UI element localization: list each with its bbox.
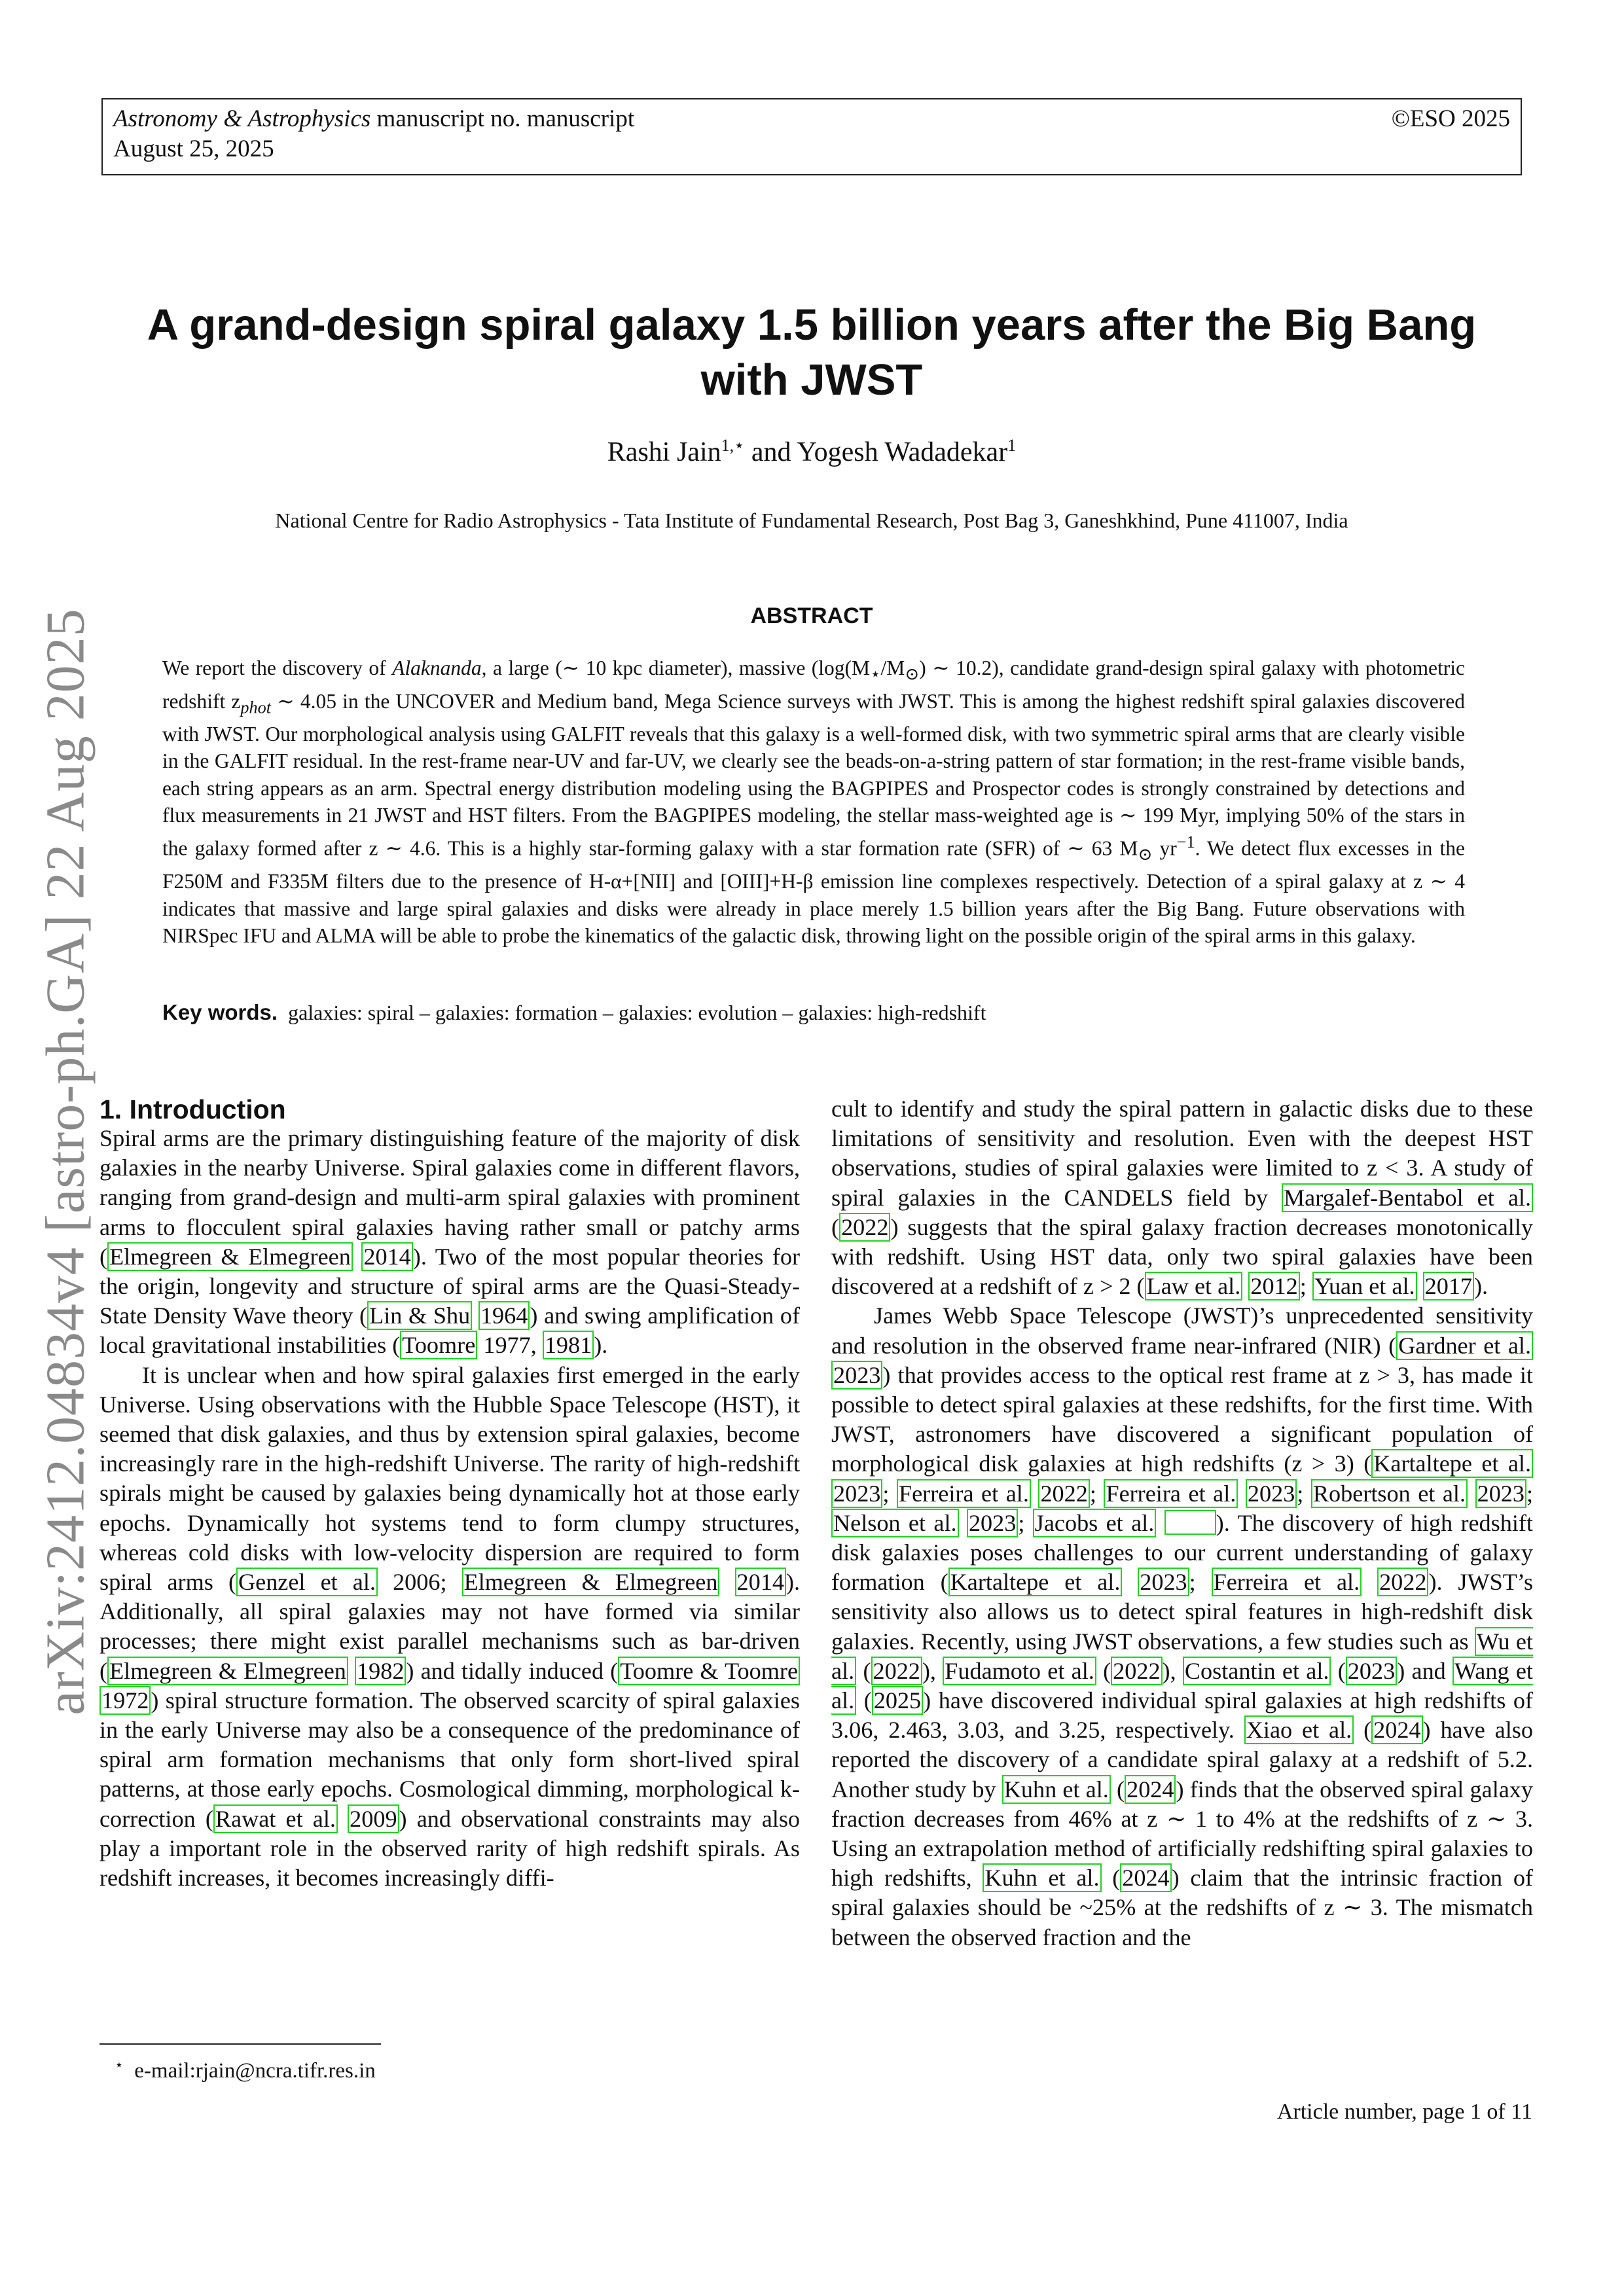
citation-link[interactable]: 2022	[1038, 1479, 1089, 1508]
citation-link[interactable]: Nelson et al.	[831, 1509, 959, 1537]
affiliation: National Centre for Radio Astrophysics - Tata Institute of Fundamental Research, Post Bag 3, Ganeshkhind, Pune 411007, India	[275, 509, 1348, 532]
citation-link[interactable]: 2022	[839, 1213, 890, 1242]
citation-link[interactable]: 1964	[478, 1301, 530, 1330]
citation-link[interactable]: Kartaltepe et al.	[1371, 1449, 1533, 1478]
keywords-label: Key words.	[162, 1000, 278, 1024]
citation-link-empty[interactable]	[1164, 1510, 1216, 1535]
citation-link[interactable]: 2022	[1377, 1568, 1428, 1596]
citation-link[interactable]: Ferreira et al.	[897, 1479, 1031, 1508]
citation-link[interactable]: Lin & Shu	[367, 1301, 472, 1330]
citation-link[interactable]: Wang et al.	[831, 1657, 1533, 1714]
citation-link[interactable]: Jacobs et al.	[1033, 1509, 1157, 1537]
citation-link[interactable]: Ferreira et al.	[1104, 1479, 1238, 1508]
citation-link[interactable]: Toomre & Toomre	[618, 1657, 800, 1685]
citation-link[interactable]: 1982	[355, 1657, 406, 1685]
citation-link[interactable]: Xiao et al.	[1244, 1715, 1354, 1744]
author-name: Yogesh Wadadekar	[797, 437, 1008, 467]
page-number: Article number, page 1 of 11	[1276, 2100, 1532, 2124]
footnote-divider	[99, 2043, 381, 2045]
journal-line	[113, 105, 634, 134]
citation-link[interactable]: 2009	[348, 1804, 399, 1833]
citation-link[interactable]: Kartaltepe et al.	[948, 1568, 1123, 1596]
citation-link[interactable]: Toomre	[400, 1331, 477, 1359]
citation-link[interactable]: Fudamoto et al.	[943, 1657, 1096, 1685]
footnote-email[interactable]: e-mail:rjain@ncra.tifr.res.in	[134, 2059, 376, 2083]
citation-link[interactable]: Genzel et al.	[236, 1568, 378, 1596]
paragraph: It is unclear when and how spiral galaxies first emerged in the early Universe. Using observations with the Hubble Space Telescope (HST), it seemed that disk galaxies, and thus by extension spiral galaxies, become increasingly rare in the high-redshift Universe. The rarity of high-redshift spirals might be caused by galaxies being dynamically hot at those early epochs. Dynamically hot systems tend to form clumpy structures, whereas cold disks with low-velocity dispersion are required to form spiral arms (Genzel et al. 2006; Elmegreen & Elmegreen 2014). Additionally, all spiral galaxies may not have formed via similar processes; there might exist parallel mechanisms such as bar-driven (Elmegreen & Elmegreen 1982) and tidally induced (Toomre & Toomre 1972) spiral structure formation. The observed scarcity of spiral galaxies in the early Universe may also be a consequence of the predominance of spiral arm formation mechanisms that only form short-lived spiral patterns, at those early epochs. Cosmological dimming, morphological k-correction (Rawat et al. 2009) and observational constraints may also play a important role in the observed rarity of high redshift spirals. As redshift increases, it becomes increasingly diffi-	[99, 1361, 801, 1892]
paragraph: James Webb Space Telescope (JWST)’s unprecedented sensitivity and resolution in the observed frame near-infrared (NIR) (Gardner et al. 2023) that provides access to the optical rest frame at z > 3, has made it possible to detect spiral galaxies at these redshifts, for the first time. With JWST, astronomers have discovered a significant population of morphological disk galaxies at high redshifts (z > 3) (Kartaltepe et al. 2023; Ferreira et al. 2022; Ferreira et al. 2023; Robertson et al. 2023; Nelson et al. 2023; Jacobs et al. ). The discovery of high redshift disk galaxies poses challenges to our current understanding of galaxy formation (Kartaltepe et al. 2023; Ferreira et al. 2022). JWST’s sensitivity also allows us to detect spiral features in high-redshift disk galaxies. Recently, using JWST observations, a few studies such as Wu et al. (2022), Fudamoto et al. (2022), Costantin et al. (2023) and Wang et al. (2025) have discovered individual spiral galaxies at high redshifts of 3.06, 2.463, 3.03, and 3.25, respectively. Xiao et al. (2024) have also reported the discovery of a candidate spiral galaxy at a redshift of 5.2. Another study by Kuhn et al. (2024) finds that the observed spiral galaxy fraction decreases from 46% at z ∼ 1 to 4% at the redshifts of z ∼ 3. Using an extrapolation method of artificially redshifting spiral galaxies to high redshifts, Kuhn et al. (2024) claim that the intrinsic fraction of spiral galaxies should be ~25% at the redshifts of z ∼ 3. The mismatch between the observed fraction and the	[831, 1302, 1534, 1950]
citation-link[interactable]: 2023	[1346, 1657, 1397, 1685]
citation-link[interactable]: Ferreira et al.	[1212, 1568, 1362, 1596]
author-name: Rashi Jain	[607, 437, 721, 467]
citation-link[interactable]: 2023	[1475, 1479, 1526, 1508]
footnote	[115, 2052, 376, 2084]
footnote-mark: ⋆	[115, 2056, 124, 2073]
author-list	[98, 429, 1525, 469]
citation-link[interactable]: 2023	[1138, 1568, 1189, 1596]
citation-link[interactable]: Elmegreen & Elmegreen	[107, 1242, 353, 1271]
citation-link[interactable]: Kuhn et al.	[1002, 1775, 1111, 1804]
citation-link[interactable]: Gardner et al.	[1396, 1331, 1533, 1360]
keywords	[162, 999, 1465, 1026]
paper-title: A grand-design spiral galaxy 1.5 billion years after the Big Bang with JWST	[147, 300, 1477, 404]
journal-name: Astronomy & Astrophysics	[113, 105, 371, 132]
manuscript-date: August 25, 2025	[113, 135, 274, 162]
citation-link[interactable]: Wu et al.	[831, 1628, 1533, 1684]
manuscript-header	[101, 98, 1522, 175]
abstract-body: We report the discovery of Alaknanda, a large (∼ 10 kpc diameter), massive ($\log(M_⋆/M_⊙)$ ∼ 10.2), candidate grand-design spiral galaxy with photometric redshift $z_{phot}$ ∼ 4.05 in the UNCOVER and Medium band, Mega Science surveys with JWST. This is among the highest redshift spiral galaxies discovered with JWST. Our morphological analysis using GALFIT reveals that this galaxy is a well-formed disk, with two symmetric spiral arms that are clearly visible in the GALFIT residual. In the rest-frame near-UV and far-UV, we clearly see the beads-on-a-string pattern of star formation; in the rest-frame visible bands, each string appears as an arm. Spectral energy distribution modeling using the BAGPIPES and Prospector codes is strongly constrained by detections and flux measurements in 21 JWST and HST filters. From the BAGPIPES modeling, the stellar mass-weighted age is ∼ 199 Myr, implying 50% of the stars in the galaxy formed after z ∼ 4.6. This is a highly star-forming galaxy with a star formation rate (SFR) of ∼ 63 $M_⊙$ $yr^{-1}$. We detect flux excesses in the F250M and F335M filters due to the presence of H-α+[NII] and [OIII]+H-β emission line complexes respectively. Detection of a spiral galaxy at z ∼ 4 indicates that massive and large spiral galaxies and disks were already in place merely 1.5 billion years after the Big Bang. Future observations with NIRSpec IFU and ALMA will be able to probe the kinematics of the galactic disk, throwing light on the possible origin of the spiral arms in this galaxy.	[162, 656, 1465, 948]
citation-link[interactable]: 2022	[1111, 1657, 1162, 1685]
citation-link[interactable]: 2024	[1120, 1863, 1171, 1892]
citation-link[interactable]: 2023	[1246, 1479, 1297, 1508]
citation-link[interactable]: 2014	[361, 1242, 412, 1271]
citation-year[interactable]: 2006	[393, 1569, 441, 1596]
citation-link[interactable]: 1981	[543, 1331, 594, 1359]
abstract-heading: ABSTRACT	[750, 603, 873, 628]
section-heading: 1. Introduction	[99, 1094, 286, 1124]
citation-link[interactable]: 2023	[967, 1509, 1018, 1537]
citation-link[interactable]: 2022	[871, 1657, 922, 1685]
citation-link[interactable]: 2023	[831, 1479, 882, 1508]
right-column	[831, 1094, 1533, 1952]
paragraph: cult to identify and study the spiral pattern in galactic disks due to these limitations of sensitivity and resolution. Even with the deepest HST observations, studies of spiral galaxies were limited to z < 3. A study of spiral galaxies in the CANDELS field by Margalef-Bentabol et al. (2022) suggests that the spiral galaxy fraction decreases monotonically with redshift. Using HST data, only two spiral galaxies have been discovered at a redshift of z > 2 (Law et al. 2012; Yuan et al. 2017).	[831, 1096, 1533, 1300]
manuscript-number: manuscript no. manuscript	[370, 105, 635, 132]
citation-link[interactable]: Yuan et al.	[1312, 1272, 1417, 1300]
paragraph: Spiral arms are the primary distinguishing feature of the majority of disk galaxies in the nearby Universe. Spiral galaxies come in different flavors, ranging from grand-design and multi-arm spiral galaxies with prominent arms to flocculent spiral galaxies having rather small or patchy arms (Elmegreen & Elmegreen 2014). Two of the most popular theories for the origin, longevity and structure of spiral arms are the Quasi-Steady-State Density Wave theory (Lin & Shu 1964) and swing amplification of local gravitational instabilities (Toomre 1977, 1981).	[99, 1125, 801, 1359]
author-affil-mark: 1	[1007, 436, 1017, 455]
keywords-text: galaxies: spiral – galaxies: formation – galaxies: evolution – galaxies: high-redshift	[288, 1001, 986, 1024]
author-conjunction: and	[744, 437, 797, 467]
citation-link[interactable]: 2024	[1125, 1775, 1176, 1804]
citation-link[interactable]: 2024	[1371, 1715, 1422, 1744]
citation-link[interactable]: 2023	[831, 1361, 882, 1390]
citation-year[interactable]: 1977	[483, 1332, 531, 1359]
citation-link[interactable]: Elmegreen & Elmegreen	[462, 1568, 720, 1596]
arxiv-stamp	[26, 599, 105, 1725]
copyright: ©ESO 2025	[1391, 105, 1510, 132]
arxiv-stamp-text[interactable]: arXiv:2412.04834v4 [astro-ph.GA] 22 Aug 2025	[35, 608, 96, 1715]
citation-link[interactable]: Rawat et al.	[213, 1804, 338, 1833]
citation-link[interactable]: 1972	[99, 1686, 151, 1715]
citation-link[interactable]: Robertson et al.	[1311, 1479, 1468, 1508]
citation-link[interactable]: 2017	[1423, 1272, 1474, 1300]
citation-link[interactable]: 2014	[735, 1568, 786, 1596]
left-column	[99, 1124, 800, 1893]
citation-link[interactable]: Law et al.	[1145, 1272, 1243, 1300]
citation-link[interactable]: Margalef-Bentabol et al.	[1282, 1183, 1533, 1212]
citation-link[interactable]: Elmegreen & Elmegreen	[107, 1657, 348, 1685]
citation-link[interactable]: Kuhn et al.	[983, 1863, 1101, 1892]
citation-link[interactable]: Costantin et al.	[1183, 1657, 1331, 1685]
citation-link[interactable]: 2012	[1248, 1272, 1299, 1300]
galaxy-name: Alaknanda	[392, 656, 482, 679]
citation-link[interactable]: 2025	[872, 1686, 923, 1715]
author-affil-mark: 1,⋆	[721, 436, 745, 455]
